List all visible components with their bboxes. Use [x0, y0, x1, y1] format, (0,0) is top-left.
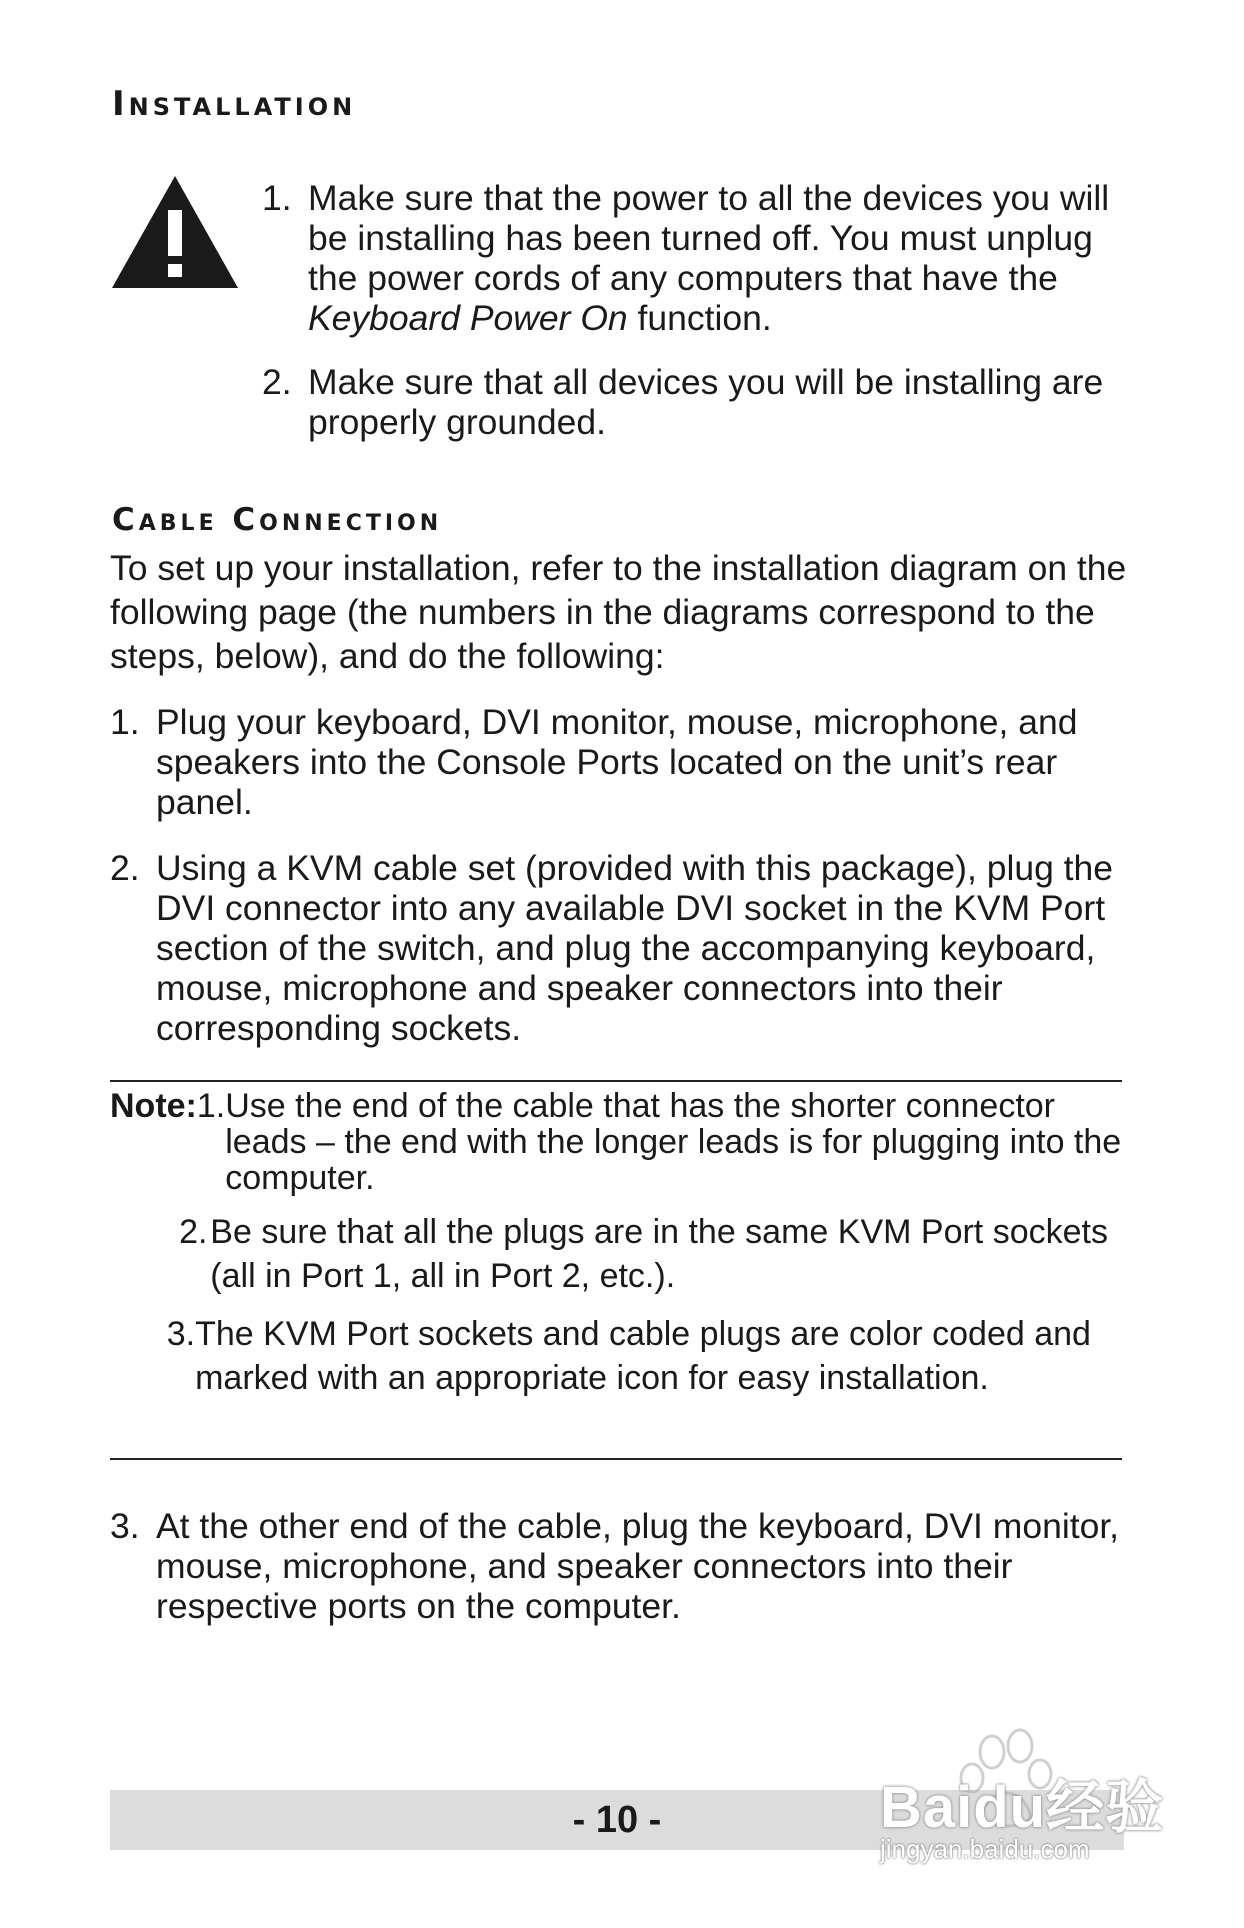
note-item-text: The KVM Port sockets and cable plugs are color coded and marked with an appropriate icon for easy installation.	[195, 1315, 1091, 1397]
warning-list	[262, 178, 1132, 466]
page-number: - 10 -	[572, 1798, 662, 1841]
warning-item-text: Make sure that all devices you will be installing are properly grounded.	[308, 362, 1104, 442]
note-item-number: 1.	[196, 1087, 226, 1125]
warning-item-number: 1.	[262, 178, 292, 218]
step-item	[110, 1506, 1140, 1626]
step-text: At the other end of the cable, plug the keyboard, DVI monitor, mouse, microphone, and speaker connectors into their respective ports on the computer.	[156, 1506, 1120, 1626]
warning-item-number: 2.	[262, 362, 292, 402]
watermark-url: jingyan.baidu.com	[880, 1834, 1090, 1864]
note-block	[110, 1088, 1140, 1400]
warning-icon	[112, 176, 238, 288]
note-item	[110, 1210, 1140, 1298]
section-heading: Cable Connection	[112, 502, 443, 538]
keyboard-power-on-term: Keyboard Power On	[308, 298, 628, 338]
step-item	[110, 848, 1140, 1048]
steps-list	[110, 702, 1140, 1074]
note-label: Note:	[110, 1087, 197, 1125]
intro-paragraph: To set up your installation, refer to the installation diagram on the following page (the numbers in the diagrams correspond to the steps, below), and do the following:	[110, 548, 1127, 676]
note-item-text: Use the end of the cable that has the shorter connector leads – the end with the longer leads is for plugging into the computer.	[225, 1087, 1122, 1197]
page-heading: Installation	[112, 84, 357, 124]
note-item	[110, 1088, 1140, 1196]
warning-item	[262, 362, 1132, 442]
watermark-brand: Baidu经验	[880, 1775, 1165, 1840]
warning-item	[262, 178, 1132, 338]
step-text: Using a KVM cable set (provided with this package), plug the DVI connector into any available DVI socket in the KVM Port section of the switch, and plug the accompanying keyboard, mouse, microphone and speaker connectors into their corresponding sockets.	[156, 848, 1114, 1048]
step-number: 3.	[110, 1506, 140, 1546]
step-number: 2.	[110, 848, 140, 888]
note-item-number: 2.	[179, 1213, 208, 1251]
step-text: Plug your keyboard, DVI monitor, mouse, microphone, and speakers into the Console Ports located on the unit’s rear panel.	[156, 702, 1078, 822]
warning-item-text: Make sure that the power to all the devices you will be installing has been turned off. You must unplug the power cords of any computers that have the Keyboard Power On function.	[308, 178, 1110, 338]
note-item	[110, 1312, 1140, 1400]
step-item	[110, 702, 1140, 822]
note-bottom-divider	[110, 1458, 1122, 1460]
note-item-number: 3.	[166, 1315, 196, 1353]
note-item-text: Be sure that all the plugs are in the same KVM Port sockets (all in Port 1, all in Port 2, etc.).	[210, 1213, 1108, 1295]
step-number: 1.	[110, 702, 140, 742]
steps-list-continued	[110, 1506, 1140, 1652]
note-top-divider	[110, 1080, 1122, 1082]
